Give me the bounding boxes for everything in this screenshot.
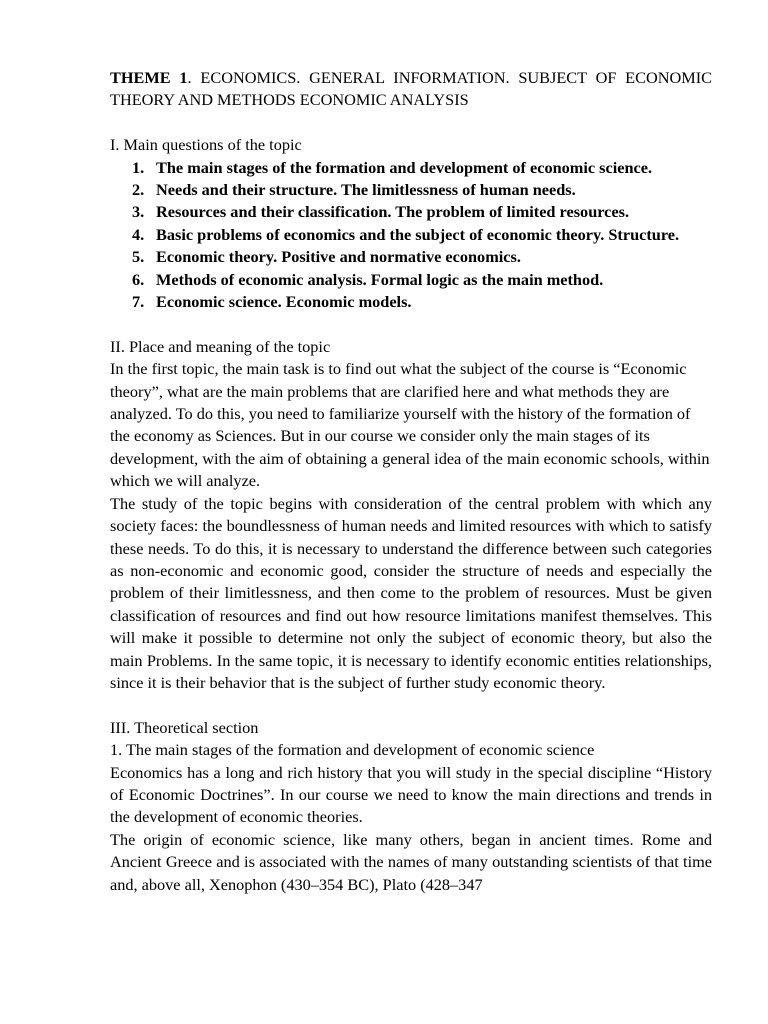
questions-list — [110, 157, 712, 314]
document-page — [110, 67, 712, 896]
paragraph-theory-1: Economics has a long and rich history that you will study in the special discipline “History of Economic Doctrines”. In our course we need to know the main directions and trends in the development of economic theories. — [110, 762, 712, 827]
paragraph-theory-2: The origin of economic science, like many others, began in ancient times. Rome and Ancient Greece and is associated with the names of many outstanding scientists of that time and, above all, Xenophon (430–354 BC), Plato (428–347 — [110, 829, 712, 894]
paragraph-place-1: In the first topic, the main task is to find out what the subject of the course is “Economic theory”, what are the main problems that are clarified here and what methods they are analyzed. To do this, you need to familiarize yourself with the history of the formation of the economy as Sciences. But in our course we consider only the main stages of its development, with the aim of obtaining a general idea of the main economic schools, within which we will analyze. — [110, 359, 710, 491]
document-title — [110, 67, 712, 112]
paragraph-place-2: The study of the topic begins with consideration of the central problem with which any society faces: the boundlessness of human needs and limited resources with which to satisfy these needs. To do this, it is necessary to understand the difference between such categories as non-economic and economic good, consider the structure of needs and especially the problem of their limitlessness, and then come to the problem of resources. Must be given classification of resources and find out how resource limitations manifest themselves. This will make it possible to determine not only the subject of economic theory, but also the main Problems. In the same topic, it is necessary to identify economic entities relationships, since it is their behavior that is the subject of further study economic theory. — [110, 493, 712, 692]
list-item: 1. The main stages of the formation and development of economic science. — [132, 157, 653, 177]
theme-label: THEME 1 — [110, 68, 188, 87]
section-heading-theoretical: III. Theoretical section — [110, 717, 259, 737]
section-heading-place-meaning: II. Place and meaning of the topic — [110, 336, 331, 356]
list-item: 7. Economic science. Economic models. — [132, 292, 412, 312]
list-item: 3. Resources and their classification. The problem of limited resources. — [132, 202, 630, 222]
list-item: 4. Basic problems of economics and the subject of economic theory. Structure. — [132, 224, 680, 244]
list-item: 2. Needs and their structure. The limitlessness of human needs. — [132, 180, 576, 200]
list-item: 6. Methods of economic analysis. Formal logic as the main method. — [132, 269, 604, 289]
subsection-heading: 1. The main stages of the formation and development of economic science — [110, 740, 595, 760]
title-text: . ECONOMICS. GENERAL INFORMATION. SUBJECT OF ECONOMIC THEORY AND METHODS ECONOMIC ANALYSIS — [110, 68, 712, 110]
list-item: 5. Economic theory. Positive and normative economics. — [132, 247, 521, 267]
section-heading-main-questions: I. Main questions of the topic — [110, 135, 302, 155]
